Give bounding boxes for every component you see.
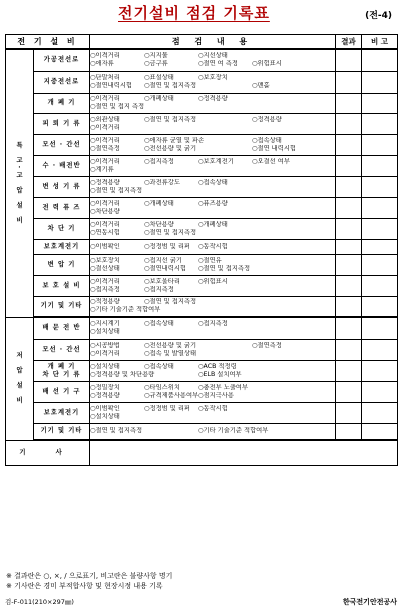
result-cell[interactable] <box>336 381 362 402</box>
table-row <box>6 402 398 423</box>
check-item: ○개폐상태 <box>198 220 228 228</box>
remark-cell[interactable] <box>362 49 398 71</box>
check-item: ○접속상태 <box>252 136 282 144</box>
checklist-line <box>90 103 335 111</box>
check-item: ○보호장치 <box>90 256 120 264</box>
check-item: ○접지측정 <box>90 285 120 293</box>
check-item: ○애자류 균열 및 파손 <box>144 136 205 144</box>
check-item: ○보호장치 <box>198 74 228 81</box>
checklist-cell <box>90 239 336 254</box>
checklist-line <box>90 265 335 273</box>
remark-cell[interactable] <box>362 239 398 254</box>
equipment-item: 보 호 설 비 <box>34 275 90 296</box>
table-row <box>6 71 398 93</box>
equipment-item: 배 선 기 구 <box>34 381 90 402</box>
equipment-item: 보호계전기 <box>34 239 90 254</box>
check-item: ○차단용량 <box>144 220 174 228</box>
checklist-line <box>90 328 335 336</box>
remark-cell[interactable] <box>362 360 398 381</box>
check-item: ○절연내력시험 <box>90 82 132 89</box>
remark-cell[interactable] <box>362 155 398 176</box>
result-cell[interactable] <box>336 339 362 360</box>
check-item: ○정격용량 <box>90 391 120 399</box>
header-inspection: 점 검 내 용 <box>90 35 336 50</box>
check-item: ○차단용량 <box>90 207 120 215</box>
check-item: ○절연측정 <box>252 341 282 349</box>
result-cell[interactable] <box>336 176 362 197</box>
notes-label: 기 사 <box>6 440 90 466</box>
check-item: ○설치상태 <box>90 362 120 370</box>
table-row <box>6 197 398 218</box>
check-item: ○외관상태 <box>90 115 120 123</box>
equipment-item: 보호계전기 <box>34 402 90 423</box>
header-result: 결과 <box>336 35 362 50</box>
checklist-cell <box>90 93 336 113</box>
remark-cell[interactable] <box>362 402 398 423</box>
table-row <box>6 339 398 360</box>
result-cell[interactable] <box>336 317 362 339</box>
table-row <box>6 93 398 113</box>
check-item: ○지선상태 <box>198 52 228 60</box>
check-item: ○과전류강도 <box>144 178 180 186</box>
equipment-item: 기기 및 기타 <box>34 423 90 440</box>
table-row <box>6 49 398 71</box>
check-item: ○절연 및 접지측정 <box>144 298 197 306</box>
checklist-line <box>90 278 335 286</box>
table-row <box>6 239 398 254</box>
check-item: ○보호계전기 <box>198 157 234 165</box>
table-row <box>6 254 398 275</box>
checklist-cell <box>90 296 336 317</box>
checklist-cell <box>90 113 336 134</box>
checklist-cell <box>90 402 336 423</box>
checklist-line <box>90 82 335 90</box>
check-item: ○절연 및 접지 측정 <box>90 103 145 110</box>
table-row <box>6 381 398 402</box>
checklist-line <box>90 200 335 208</box>
remark-cell[interactable] <box>362 423 398 440</box>
check-item: ○접지선 굵기 <box>144 256 182 264</box>
check-item: ○접속상태 <box>198 178 228 186</box>
checklist-line <box>90 52 335 60</box>
table-body <box>6 49 398 440</box>
equipment-item: 배 문 전 반 <box>34 317 90 339</box>
check-item: ○ACB 적정령 <box>198 362 237 370</box>
checklist-line <box>90 179 335 187</box>
table-row <box>6 134 398 155</box>
check-item: ○ELB 설치여부 <box>198 370 242 378</box>
table-row <box>6 296 398 317</box>
notes-section <box>6 571 172 591</box>
remark-cell[interactable] <box>362 317 398 339</box>
check-item: ○정정범 및 리퍼 <box>144 404 190 412</box>
checklist-line <box>90 405 335 413</box>
table-row <box>6 423 398 440</box>
remark-cell[interactable] <box>362 339 398 360</box>
checklist-cell <box>90 197 336 218</box>
check-item: ○절연 및 접지측정 <box>198 264 251 272</box>
checklist-line <box>90 298 335 306</box>
organization-name: 한국전기안전공사 <box>342 598 397 606</box>
checklist-line <box>90 371 335 379</box>
check-item: ○동작시험 <box>198 404 228 412</box>
checklist-line <box>90 413 335 421</box>
check-item: ○시공방법 <box>90 341 120 349</box>
result-cell[interactable] <box>336 71 362 93</box>
check-item: ○단말처리 <box>90 74 120 81</box>
group-label: 저 압 설 비 <box>6 317 34 440</box>
remark-cell[interactable] <box>362 134 398 155</box>
check-item: ○표설상태 <box>144 74 174 81</box>
remark-cell[interactable] <box>362 197 398 218</box>
check-item: ○오결선 여부 <box>252 157 290 165</box>
notes-field[interactable] <box>90 440 398 466</box>
check-item: ○접지측정 <box>144 157 174 165</box>
equipment-item: 기기 및 기타 <box>34 296 90 317</box>
check-item: ○절연 및 접지측정 <box>144 115 197 123</box>
checklist-line <box>90 320 335 328</box>
check-item: ○정격용량 및 차단용량 <box>90 370 155 378</box>
check-item: ○보호울타리 <box>144 277 180 285</box>
equipment-item: 피 뢰 기 류 <box>34 113 90 134</box>
checklist-line <box>90 229 335 237</box>
check-item: ○이격거리 <box>90 123 120 131</box>
check-item: ○지지물 <box>144 52 168 60</box>
remark-cell[interactable] <box>362 113 398 134</box>
table-header-row <box>6 35 398 50</box>
check-item: ○절연 및 접지측정 <box>90 186 143 194</box>
check-item: ○타임스위치 <box>144 383 180 391</box>
checklist-cell <box>90 218 336 239</box>
result-cell[interactable] <box>336 254 362 275</box>
remark-cell[interactable] <box>362 254 398 275</box>
checklist-line <box>90 384 335 392</box>
check-item: ○지시계기 <box>90 320 120 328</box>
checklist-line <box>90 95 335 103</box>
check-item: ○절연 및 접지측정 <box>144 228 197 236</box>
check-item: ○개폐상태 <box>144 95 174 102</box>
checklist-line <box>90 187 335 195</box>
check-item: ○기타 기술기준 적합여부 <box>198 427 269 435</box>
check-item: ○기타 기술기준 적합여부 <box>90 306 161 314</box>
note-line: ※ 결과란은 ○, ×, / 으로표기, 비고란은 불량사항 명기 <box>6 572 173 580</box>
result-cell[interactable] <box>336 49 362 71</box>
form-code: 검-F-011(210×297㎜) <box>5 598 74 606</box>
header-equipment: 전 기 설 비 <box>6 35 90 50</box>
check-item: ○정격용량 <box>198 95 228 102</box>
header-remark: 비 고 <box>362 35 398 50</box>
equipment-item: 변 성 기 류 <box>34 176 90 197</box>
result-cell[interactable] <box>336 360 362 381</box>
checklist-cell <box>90 275 336 296</box>
check-item: ○맨홀 <box>252 82 270 89</box>
checklist-cell <box>90 360 336 381</box>
form-title: 전기설비 점검 기록표 <box>118 4 270 22</box>
checklist-line <box>90 116 335 124</box>
check-item: ○이격거리 <box>90 136 120 144</box>
result-cell[interactable] <box>336 218 362 239</box>
result-cell[interactable] <box>336 239 362 254</box>
checklist-line <box>90 60 335 68</box>
checklist-line <box>90 306 335 314</box>
check-item: ○금구류 <box>144 60 168 68</box>
checklist-cell <box>90 155 336 176</box>
checklist-cell <box>90 71 336 93</box>
check-item: ○이범확인 <box>90 242 120 250</box>
equipment-item: 변 압 기 <box>34 254 90 275</box>
check-item: ○이범확인 <box>90 404 120 412</box>
remark-cell[interactable] <box>362 275 398 296</box>
table-row <box>6 317 398 339</box>
check-item: ○정격용량 <box>252 115 282 123</box>
note-line: ※ 기사란은 경미 부적합사항 및 현장시정 내용 기록 <box>6 582 163 590</box>
check-item: ○접지측정 <box>198 320 228 328</box>
checklist-line <box>90 363 335 371</box>
remark-cell[interactable] <box>362 218 398 239</box>
check-item: ○정격용량 <box>90 178 120 186</box>
checklist-line <box>90 137 335 145</box>
remark-cell[interactable] <box>362 71 398 93</box>
check-item: ○설치상태 <box>90 412 120 420</box>
table-row <box>6 360 398 381</box>
result-cell[interactable] <box>336 275 362 296</box>
remark-cell[interactable] <box>362 93 398 113</box>
check-item: ○접속상태 <box>144 320 174 328</box>
equipment-item: 수 · 배전반 <box>34 155 90 176</box>
checklist-line <box>90 158 335 166</box>
checklist-line <box>90 145 335 153</box>
check-item: ○절연 및 접지측정 <box>90 427 143 435</box>
check-item: ○정정범 및 리퍼 <box>144 242 190 250</box>
checklist-line <box>90 221 335 229</box>
form-footer <box>5 597 397 607</box>
table-row <box>6 275 398 296</box>
check-item: ○개폐상태 <box>144 199 174 207</box>
remark-cell[interactable] <box>362 176 398 197</box>
check-item: ○적정용량 <box>90 298 120 306</box>
check-item: ○충전부 노출여부 <box>198 383 249 391</box>
check-item: ○규격제품사용여부 <box>144 391 199 399</box>
check-item: ○접지측정 <box>144 285 174 293</box>
checklist-cell <box>90 339 336 360</box>
check-item: ○전선용량 및 굵기 <box>144 341 197 349</box>
equipment-item: 모선 · 간선 <box>34 339 90 360</box>
checklist-cell <box>90 423 336 440</box>
check-item: ○계기류 <box>90 165 114 173</box>
remark-cell[interactable] <box>362 296 398 317</box>
check-item: ○절연측정 <box>90 144 120 152</box>
checklist-line <box>90 208 335 216</box>
table-row <box>6 176 398 197</box>
result-cell[interactable] <box>336 402 362 423</box>
check-item: ○위험표시 <box>252 60 282 68</box>
group-label: 특 고 · 고 압 설 비 <box>6 49 34 317</box>
checklist-line <box>90 350 335 358</box>
table-row <box>6 113 398 134</box>
equipment-item: 개 폐 기 <box>34 93 90 113</box>
equipment-item: 개 폐 기 차 단 기 류 <box>34 360 90 381</box>
check-item: ○동작시험 <box>198 242 228 250</box>
checklist-line <box>90 243 335 251</box>
check-item: ○정밀장치 <box>90 383 120 391</box>
checklist-cell <box>90 317 336 339</box>
check-item: ○절연유 <box>198 256 222 264</box>
checklist-line <box>90 286 335 294</box>
check-item: ○위험표시 <box>198 277 228 285</box>
check-item: ○전선용량 및 굵기 <box>144 144 197 152</box>
check-item: ○애자류 <box>90 60 114 68</box>
checklist-line <box>90 166 335 174</box>
check-item: ○결선상태 <box>90 264 120 272</box>
inspection-table <box>5 34 398 466</box>
result-cell[interactable] <box>336 93 362 113</box>
equipment-item: 가공전선로 <box>34 49 90 71</box>
check-item: ○접속상태 <box>144 362 174 370</box>
remark-cell[interactable] <box>362 381 398 402</box>
result-cell[interactable] <box>336 296 362 317</box>
result-cell[interactable] <box>336 155 362 176</box>
checklist-line <box>90 392 335 400</box>
check-item: ○이격거리 <box>90 277 120 285</box>
equipment-item: 차 단 기 <box>34 218 90 239</box>
checklist-cell <box>90 49 336 71</box>
result-cell[interactable] <box>336 134 362 155</box>
result-cell[interactable] <box>336 113 362 134</box>
check-item: ○이격거리 <box>90 95 120 102</box>
checklist-line <box>90 74 335 82</box>
equipment-item: 모선 · 간선 <box>34 134 90 155</box>
checklist-line <box>90 342 335 350</box>
check-item: ○이격거리 <box>90 52 120 60</box>
check-item: ○이격거리 <box>90 157 120 165</box>
checklist-cell <box>90 381 336 402</box>
check-item: ○퓨즈용량 <box>198 199 228 207</box>
check-item: ○연동시험 <box>90 228 120 236</box>
checklist-line <box>90 257 335 265</box>
check-item: ○절연내력시험 <box>144 264 186 272</box>
checklist-cell <box>90 134 336 155</box>
checklist-line <box>90 427 335 435</box>
equipment-item: 전 력 퓨 즈 <box>34 197 90 218</box>
result-cell[interactable] <box>336 197 362 218</box>
notes-row <box>6 440 398 466</box>
page-label: (전-4) <box>365 11 392 21</box>
checklist-cell <box>90 254 336 275</box>
table-row <box>6 155 398 176</box>
check-item: ○설치상태 <box>90 328 120 336</box>
check-item: ○절연 여 측정 <box>198 60 238 68</box>
check-item: ○이격거리 <box>90 220 120 228</box>
table-row <box>6 218 398 239</box>
check-item: ○점지극사용 <box>198 391 234 399</box>
check-item: ○접속 및 발열상태 <box>144 349 197 357</box>
checklist-cell <box>90 176 336 197</box>
equipment-item: 지중전선로 <box>34 71 90 93</box>
check-item: ○절연 및 접지측정 <box>144 82 197 89</box>
result-cell[interactable] <box>336 423 362 440</box>
check-item: ○이격거리 <box>90 199 120 207</box>
check-item: ○이격거리 <box>90 349 120 357</box>
check-item: ○절연 내력시험 <box>252 144 296 152</box>
checklist-line <box>90 124 335 132</box>
